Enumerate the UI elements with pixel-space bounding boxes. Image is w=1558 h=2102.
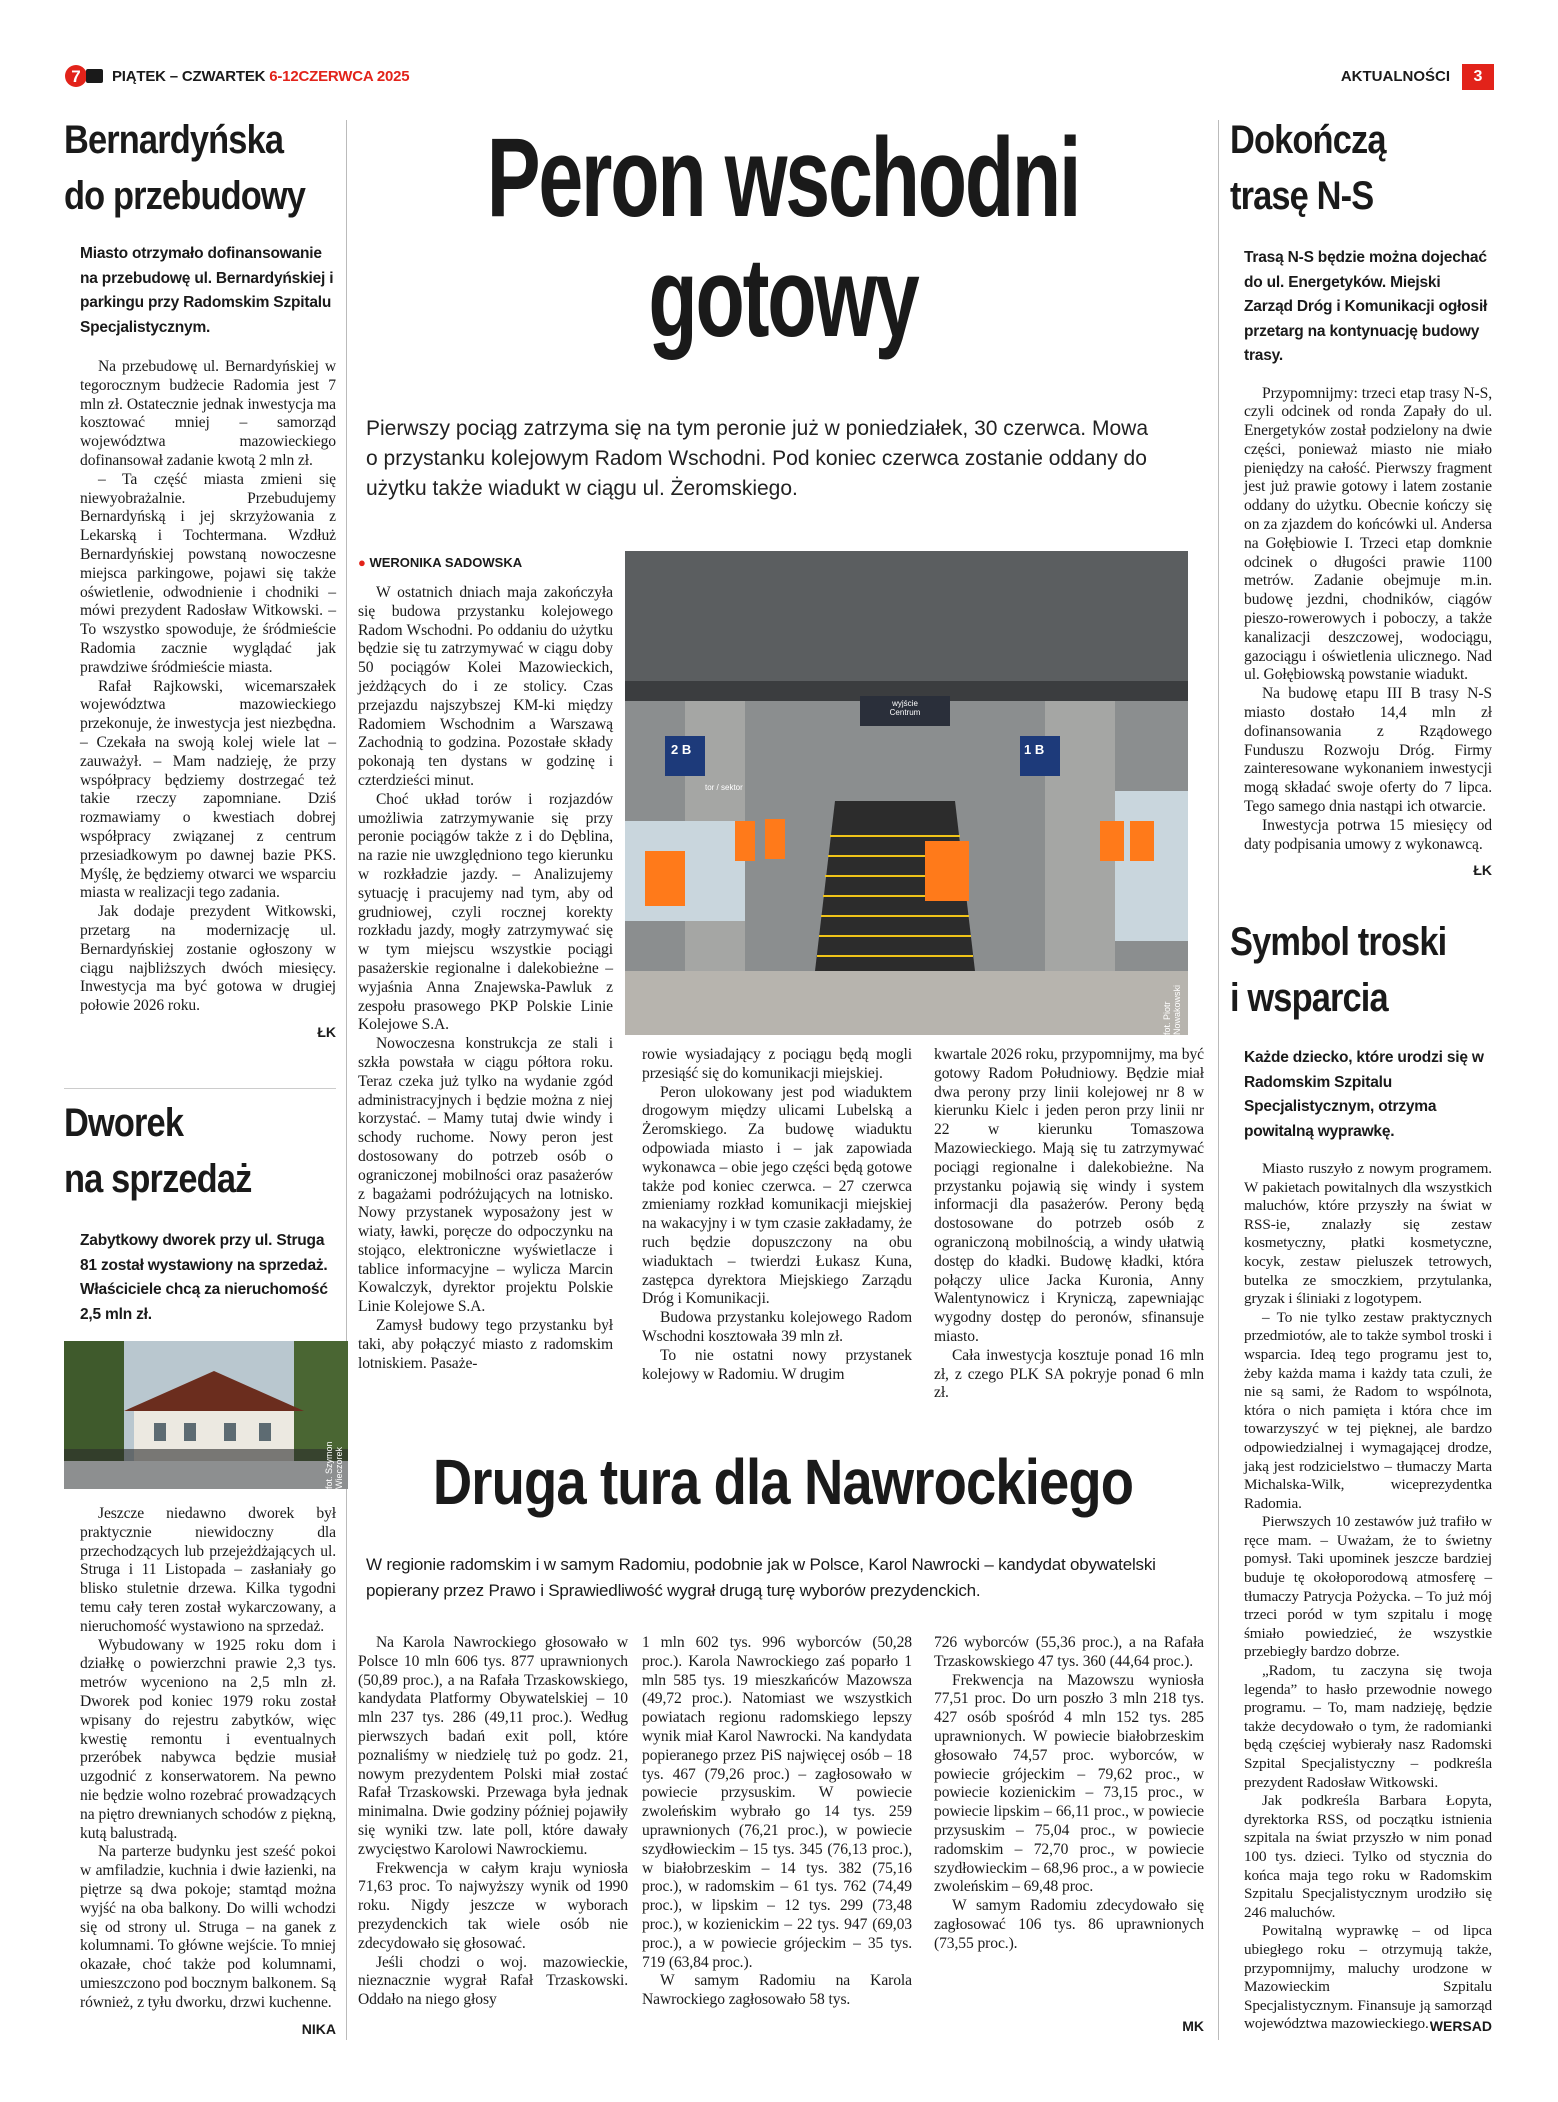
- column-divider: [1218, 120, 1219, 2040]
- article-lead: Trasą N-S będzie można dojechać do ul. Energetyków. Miejski Zarząd Dróg i Komunikacji ogłosił przetarg na kontynuację budowy trasy.: [1244, 249, 1488, 364]
- manor-photo: [64, 1341, 348, 1489]
- author-signature: NIKA: [301, 2020, 336, 2037]
- article-body: Miasto ruszyło z nowym programem. W pakietach powitalnych dla wszystkich maluchów, które przyszły na świat w RSS-ie, znalazły się zestaw kosmetyczny, płatki kosmetyczne, kocyk, zestaw pieluszek tetrowych, butelka ze smoczkiem, przytulanka, gryzak i śliniaki z logotypem. – To nie tylko zestaw praktycznych przedmiotów, ale to także symbol troski i wsparcia. Ideą tego programu jest to, żeby każda mama i każdy tata czuli, że nie są sami, że Radom to wspólnota, która o nich pamięta i która chce im towarzyszyć w tej pięknej, ale bardzo odpowiedzialnej i wymagającej drodze, jaką jest rodzicielstwo – tłumaczy Marta Michalska-Wilk, wiceprezydentka Radomia. Pierwszych 10 zestawów już trafiło w ręce mam. – Uważam, że to świetny pomysł. Taki upominek jeszcze bardziej buduje tę okołoporodową atmosferę – tłumaczy Patrycja Pożycka. – To już mój trzeci poród w tym szpitalu i mogę śmiało powiedzieć, że wszystkie przebiegły bardzo dobrze. „Radom, tu zaczyna się twoja legenda” to hasło przewodnie nowego programu. – To, mam nadzieję, będzie także decydowało o tym, że radomianki będą częściej wybierały nasz Radomski Szpital Specjalistyczny – podkreśla prezydent Radosław Witkowski. Jak podkreśla Barbara Łopyta, dyrektorka RSS, od początku istnienia szpitala na świat przyszło w nim ponad 100 tys. dzieci. Tylko od stycznia do końca maja tego roku w Radomskim Szpitalu Specjalistycznym urodziło się 246 maluchów. Powitalną wyprawkę – od lipca ubiegłego roku – otrzymują także, przypomnijmy, maluchy urodzone w Mazowieckim Szpitalu Specjalistycznym. Finansuje ją samorząd województwa mazowieckiego.: [1244, 1160, 1492, 2033]
- author-byline: ● WERONIKA SADOWSKA: [358, 555, 523, 570]
- section-name: AKTUALNOŚCI: [1340, 68, 1450, 85]
- article-title: Bernardyńska do przebudowy: [64, 118, 306, 218]
- article-body: Jeszcze niedawno dworek był praktycznie niewidoczny dla przechodzących lub przejeżdżających ul. Struga i 11 Listopada – zasłaniały go blisko stuletnie drzewa. Kilka tygodni temu cały teren został wykarczowany, a nieruchomość wystawiono na sprzedaż. Wybudowany w 1925 roku dom i działkę o powierzchni prawie 2,3 tys. metrów wyceniono na 2,5 mln zł. Dworek pod koniec 1979 roku został wpisany do rejestru zabytków, więc kwestię remontu i eventualnych przeróbek nabywca będzie musiał uzgodnić z konserwatorem. Na pewno nie będzie wolno rozebrać prowadzących na piętro drewnianych schodów z piękną, kutą balustradą. Na parterze budynku jest sześć pokoi w amfiladzie, kuchnia i dwie łazienki, na piętrze są dwa pokoje; stamtąd można wyjść na oba balkony. Do willi wchodzi się od strony ul. Struga – na ganek z kolumnami. To główne wejście. To mniej okazałe, choć także pod kolumnami, umieszczono pod bocznym balkonem. Są również, z tyłu dworku, drzwi kuchenne.: [80, 1505, 336, 2011]
- exit-sign: wyjście Centrum: [889, 699, 921, 717]
- author-signature: MK: [1182, 2018, 1204, 2034]
- newspaper-logo: [64, 64, 104, 88]
- issue-date: PIĄTEK – CZWARTEK 6-12CZERWCA 2025: [112, 68, 410, 85]
- page-number: 3: [1462, 64, 1494, 90]
- svg-text:7: 7: [71, 67, 81, 86]
- platform-sign-right: 1 B: [1024, 742, 1045, 757]
- article-dworek: [64, 1088, 344, 2037]
- author-signature: WERSAD: [1429, 2018, 1492, 2034]
- article-body-col1: Na Karola Nawrockiego głosowało w Polsce 10 mln 606 tys. 877 uprawnionych (50,89 proc.), a na Rafała Trzaskowskiego, kandydata Platformy Obywatelskiej – 10 mln 237 tys. 286 (49,11 proc.). Według pierwszych badań exit poll, które poznaliśmy w niedzielę tuż po godz. 21, nowym prezydentem Polski miał zostać Rafał Trzaskowski. Przewaga była jednak minimalna. Dwie godziny później pojawiły się wyniki tzw. late poll, które dawały zwycięstwo Karolowi Nawrockiemu. Frekwencja w całym kraju wyniosła 71,63 proc. To najwyższy wynik od 1990 roku. Nigdy jeszcze w wyborach prezydenckich tak wiele osób nie zdecydowało się głosować. Jeśli chodzi o woj. mazowieckie, nieznacznie wygrał Rafał Trzaskowski. Oddało na niego głosy: [358, 1634, 628, 2009]
- main-lead: Pierwszy pociąg zatrzyma się na tym peronie już w poniedziałek, 30 czerwca. Mowa o przystanku kolejowym Radom Wschodni. Pod koniec czerwca zostanie oddany do użytku także wiadukt w ciągu ul. Żeromskiego.: [366, 417, 1148, 500]
- station-photo: [625, 551, 1188, 1035]
- article-body-col3: kwartale 2026 roku, przypomnijmy, ma być gotowy Radom Południowy. Będzie miał dwa perony przy linii kolejowej nr 8 w kierunku Kielc i jeden peron przy linii nr 22 w kierunku Tomaszowa Mazowieckiego. Mają się tu zatrzymywać pociągi regionalne i dalekobieżne. Na przystanku pojawią się windy i system informacji dla pasażerów. Perony będą dostosowane do potrzeb osób z ograniczoną mobilnością, a windy ułatwią dostęp do kładki. Budowę kładki, która połączy ulice Jacka Kuronia, Anny Walentynowicz i Kryniczą, zapewniając wygodny dostęp do peronów, sfinansuje miasto. Cała inwestycja kosztuje ponad 16 mln zł, z czego PLK SA pokryje ponad 6 mln zł.: [934, 1046, 1204, 1402]
- main-headline: Peron wschodni gotowy: [486, 115, 1080, 360]
- article-trasa: [1230, 112, 1492, 878]
- article-body-col2: rowie wysiadający z pociągu będą mogli przesiąść się do komunikacji miejskiej. Peron ulokowany jest pod wiaduktem drogowym między ulicami Lubelską a Żeromskiego. Za budowę wiaduktu odpowiada miasto i – jak zapowiada wykonawca – obie jego części będą gotowe także pod koniec czerwca. – 27 czerwca zmieniamy rozkład komunikacji miejskiej na wakacyjny i w tym czasie zakładamy, że ruch będzie dopuszczony na obu wiaduktach – twierdzi Łukasz Kuna, zastępca dyrektora Miejskiego Zarządu Dróg i Komunikacji. Budowa przystanku kolejowego Radom Wschodni kosztowała 39 mln zł. To nie ostatni nowy przystanek kolejowy w Radomiu. W drugim: [642, 1046, 912, 1383]
- article-lead: W regionie radomskim i w samym Radomiu, podobnie jak w Polsce, Karol Nawrocki – kandydat obywatelski popierany przez Prawo i Sprawiedliwość wygrał drugą turę wyborów prezydenckich.: [366, 1555, 1156, 1600]
- article-body-col3: 726 wyborców (55,36 proc.), a na Rafała Trzaskowskiego 47 tys. 360 (44,64 proc.). Frekwencja na Mazowszu wyniosła 77,51 proc. Do urn poszło 3 mln 218 tys. 427 osób spośród 4 mln 152 tys. 285 uprawnionych. W powiecie białobrzeskim głosowało 74,57 proc. wyborców, w powiecie grójeckim – 79,62 proc., w powiecie kozienickim – 73,15 proc., w powiecie lipskim – 66,11 proc., w powiecie przysuskim – 75,04 proc., w powiecie radomskim – 72,70 proc., w powiecie szydłowieckim – 68,96 proc., a w powiecie zwoleńskim – 69,48 proc. W samym Radomiu zdecydowało się zagłosować 106 tys. 86 uprawnionych (73,55 proc.).: [934, 1634, 1204, 1952]
- photo-credit: fot. Piotr Nowakowski: [1162, 984, 1182, 1035]
- platform-sign-left: 2 B: [671, 742, 692, 757]
- column-divider: [346, 120, 347, 2040]
- article-title: Dokończą trasę N-S: [1230, 118, 1386, 218]
- page-header: [64, 64, 1494, 92]
- article-body-col1: W ostatnich dniach maja zakończyła się budowa przystanku kolejowego Radom Wschodni. Po oddaniu do użytku będzie się tu zatrzymywać w ciągu doby 50 pociągów Kolei Mazowieckich, jeżdżących do i ze stolicy. Czas przejazdu najszybszej KM-ki między Radomiem Wschodnim a Warszawą Zachodnią to godzina. Pozostałe składy pokonają ten dystans w godzinę i czterdzieści minut. Choć układ torów i rozjazdów umożliwia zatrzymywanie się przy peronie pociągów także z i do Dęblina, na razie nie uwzględniono tego kierunku w rozkładzie jazdy. – Analizujemy sytuację i pracujemy nad tym, aby od grudniowej, czyli rocznej korekty rozkładu jazdy, mogły zatrzymywać się w tym miejscu wszystkie pociągi pasażerskie regionalne i dalekobieżne – wyjaśnia Anna Znajewska-Pawluk z zespołu prasowego PKP Polskie Linie Kolejowe S.A. Nowoczesna konstrukcja ze stali i szkła powstała w ciągu półtora roku. Teraz czeka już tylko na wydanie zgód administracyjnych i będzie można z niej korzystać. – Mamy tutaj dwie windy i schody ruchome. Nowy peron jest dostosowany do potrzeb osób o ograniczonej mobilności oraz pasażerów z bagażami podróżujących na lotnisko. Nowy przystanek wyposażony jest w wiaty, ławki, poręcze do odpoczynku na stojąco, elektroniczne wyświetlacze i tablice informacyjne – wylicza Marcin Kowalczyk, dyrektor projektu Polskie Linie Kolejowe S.A. Zamysł budowy tego przystanku był taki, aby połączyć miasto z radomskim lotniskiem. Pasaże-: [358, 584, 613, 1372]
- article-body-col2: 1 mln 602 tys. 996 wyborców (50,28 proc.). Karola Nawrockiego zaś poparło 1 mln 585 tys. 19 mieszkańców Mazowsza (49,72 proc.). Natomiast we wszystkich powiatach regionu radomskiego lepszy wynik miał Karol Nawrocki. Na kandydata popieranego przez PiS najwięcej osób – 18 tys. 467 (79,26 proc.) – zagłosowało w powiecie przysuskim. W powiecie zwoleńskim wybrało go 14 tys. 259 uprawnionych (76,21 proc.), w powiecie szydłowieckim – 15 tys. 345 (76,13 proc.), w białobrzeskim – 14 tys. 382 (75,16 proc.), w radomskim – 61 tys. 762 (74,49 proc.), w lipskim – 12 tys. 299 (73,48 proc.), w kozienickim – 22 tys. 947 (69,03 proc.), a w powiecie grójeckim – 35 tys. 719 (63,84 proc.). W samym Radomiu na Karola Nawrockiego zagłosowało 58 tys.: [642, 1634, 912, 2009]
- article-lead: Każde dziecko, które urodzi się w Radomskim Szpitalu Specjalistycznym, otrzyma powitalną wyprawkę.: [1244, 1049, 1484, 1140]
- author-signature: ŁK: [317, 1023, 336, 1040]
- manor-house-illustration: [64, 1341, 348, 1489]
- article-body: Przypomnijmy: trzeci etap trasy N-S, czyli odcinek od ronda Zapały do ul. Energetyków został podzielony na dwie części, ponieważ miasto nie miało pieniędzy na całość. Pierwszy fragment jest już prawie gotowy i latem zostanie oddany do użytku. Obecnie kończy się on za zjazdem do końcówki ul. Andersa na Gołębiowie I. Trzeci etap domknie odcinek o długości prawie 1100 metrów. Zadanie obejmuje m.in. budowę jezdni, chodników, ciągów pieszo-rowerowych i poboczy, a także kanalizacji deszczowej, wodociągu, gazociągu i oświetlenia ulicznego. Nad ul. Gołębiowską powstanie wiadukt. Na budowę etapu III B trasy N-S miasto dostało 14,4 mln zł dofinansowania z Rządowego Funduszu Rozwoju Dróg. Firmy zainteresowane wykonaniem inwestycji mogą składać swoje oferty do 7 lipca. Tego samego dnia nastąpi ich otwarcie. Inwestycja potrwa 15 miesięcy od daty podpisania umowy z wykonawcą.: [1244, 384, 1492, 853]
- article-bernardynska: [64, 112, 336, 1040]
- article-body: Na przebudowę ul. Bernardyńskiej w tegorocznym budżecie Radomia jest 7 mln zł. Ostatecznie jednak inwestycja ma kosztować mniej – samorząd województwa mazowieckiego dofinansował zadanie kwotą 2 mln zł. – Ta część miasta zmieni się niewyobrażalnie. Przebudujemy Bernardyńską i jej skrzyżowania z Lekarską i Tochtermana. Wzdłuż Bernardyńskiej powstaną nowoczesne miejsca parkingowe, pojawi się także oświetlenie, odwodnienie i chodniki – mówi prezydent Radosław Witkowski. – To wszystko spowoduje, że śródmieście Radomia zacznie wyglądać jak prawdziwe śródmieście miasta. Rafał Rajkowski, wicemarszałek województwa mazowieckiego przekonuje, że inwestycja jest niezbędna. – Czekała na swoją kolej wiele lat – zauważył. – Mam nadzieję, że przy współpracy będziemy dostrzegać też takie rzeczy zapomniane. Dziś rozmawiamy o kwestiach dobrej współpracy związanej z centrum przesiadkowym po dawnej bazie PKS. Myślę, że będziemy otwarci we wsparciu miasta w realizacji tego zadania. Jak dodaje prezydent Witkowski, przetarg na modernizację ul. Bernardyńskiej zostanie ogłoszony w ciągu najbliższych dwóch miesięcy. Inwestycja ma być gotowa w drugiej połowie 2026 roku.: [80, 358, 336, 1015]
- article-title: Dworek na sprzedaż: [64, 1101, 252, 1201]
- article-title: Druga tura dla Nawrockiego: [432, 1446, 1134, 1518]
- platform-sign-caption: tor / sektor: [705, 783, 743, 792]
- article-lead: Zabytkowy dworek przy ul. Struga 81 został wystawiony na sprzedaż. Właściciele chcą za nieruchomość 2,5 mln zł.: [80, 1232, 328, 1323]
- author-signature: ŁK: [1473, 862, 1492, 879]
- station-illustration: [625, 551, 1188, 1035]
- article-lead: Miasto otrzymało dofinansowanie na przebudowę ul. Bernardyńskiej i parkingu przy Radomskim Szpitalu Specjalistycznym.: [80, 245, 334, 336]
- article-title: Symbol troski i wsparcia: [1230, 920, 1447, 1020]
- photo-credit: fot. Szymon Wieczorek: [324, 1441, 344, 1489]
- article-symbol: [1230, 914, 1492, 2034]
- article-druga-tura: [358, 1446, 1208, 1518]
- article-peron: [358, 115, 1208, 360]
